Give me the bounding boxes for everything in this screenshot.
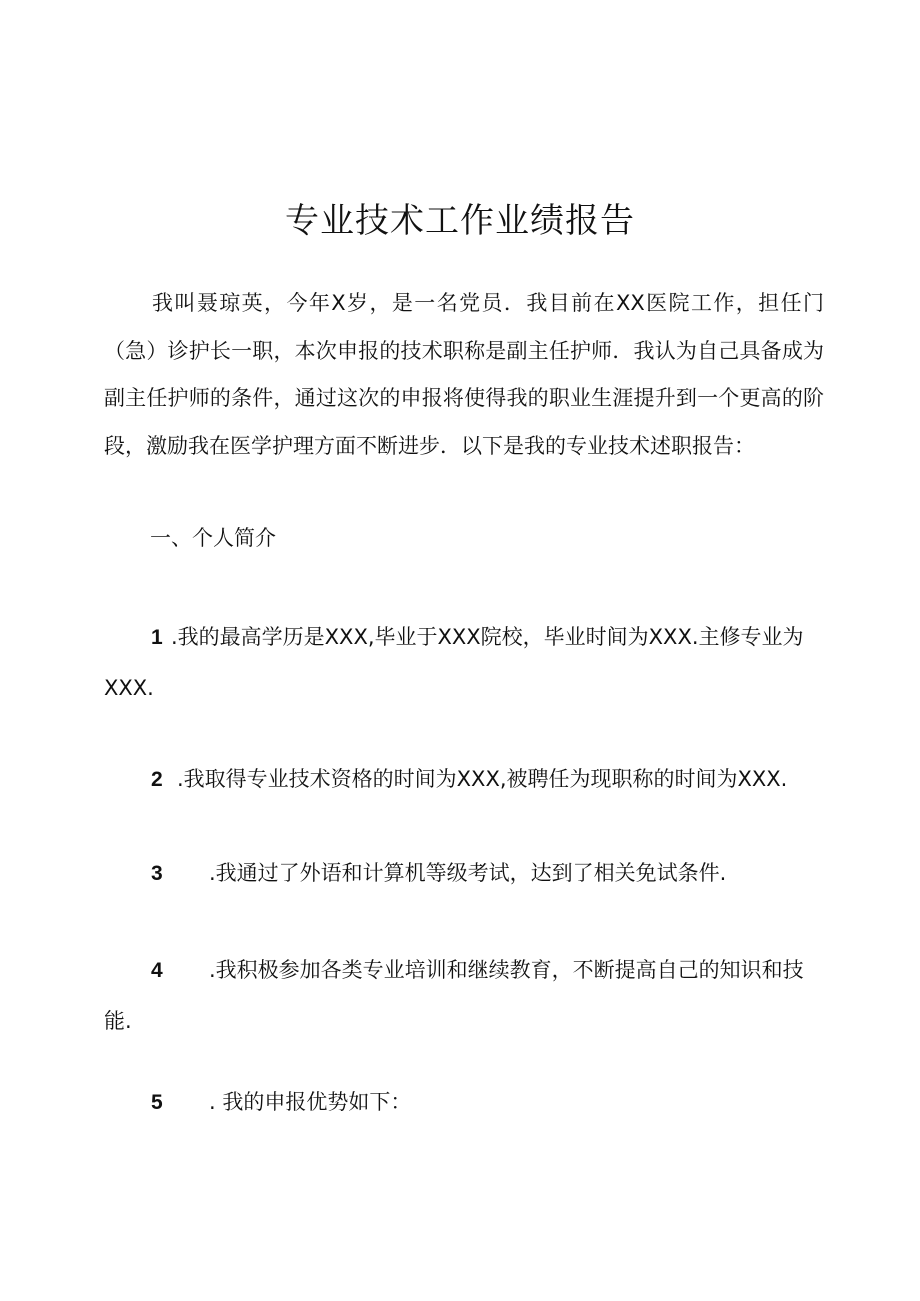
- item-number: 1: [151, 626, 163, 649]
- item-text: .我的最高学历是XXX,毕业于XXX院校，毕业时间为XXX.主修专业为XXX.: [104, 625, 804, 700]
- list-item: [104, 754, 804, 805]
- list-item: [104, 612, 804, 713]
- list-item: [104, 945, 804, 1046]
- section-heading-personal-profile: 一、个人简介: [150, 526, 276, 550]
- list-item: [104, 848, 804, 899]
- document-title: 专业技术工作业绩报告: [285, 200, 635, 241]
- item-number: 4: [151, 959, 163, 982]
- item-number: 5: [151, 1091, 163, 1114]
- item-number: 2: [151, 768, 163, 791]
- item-number: 3: [151, 862, 163, 885]
- intro-paragraph: 我叫聂琼英，今年X岁，是一名党员．我目前在XX医院工作，担任门（急）诊护长一职，本次申报的技术职称是副主任护师．我认为自己具备成为副主任护师的条件，通过这次的申报将使得我的职业生涯提升到一个更高的阶段，激励我在医学护理方面不断进步．以下是我的专业技术述职报告：: [104, 291, 824, 458]
- list-item: [104, 1077, 804, 1128]
- item-text: . 我的申报优势如下：: [209, 1090, 412, 1114]
- item-text: .我通过了外语和计算机等级考试，达到了相关免试条件.: [209, 861, 727, 885]
- item-text: .我积极参加各类专业培训和继续教育，不断提高自己的知识和技能.: [104, 958, 804, 1033]
- item-text: .我取得专业技术资格的时间为XXX,被聘任为现职称的时间为XXX.: [177, 767, 788, 791]
